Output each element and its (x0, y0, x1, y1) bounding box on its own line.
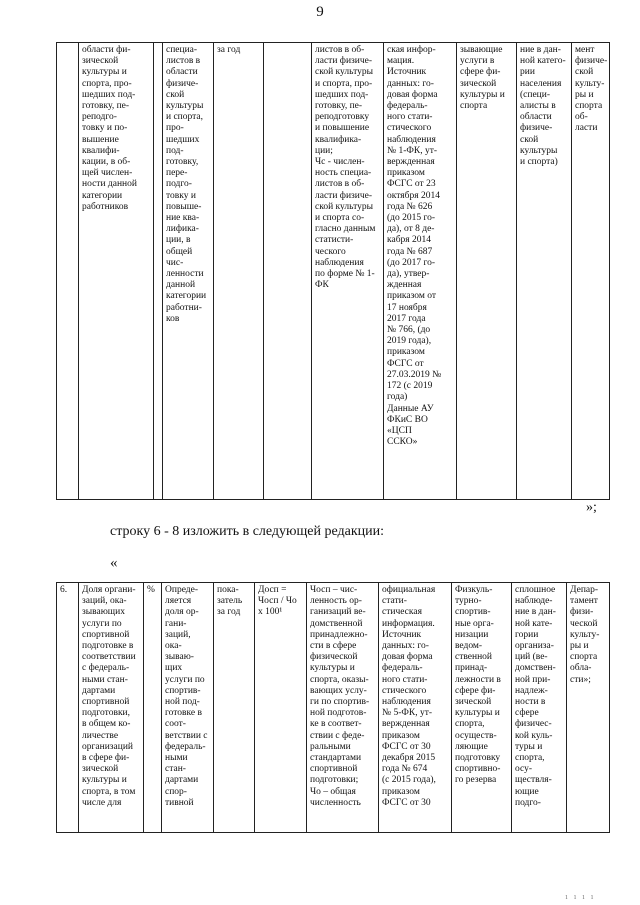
table-cell-formula (264, 43, 312, 500)
table-cell-responsible: мент физиче- ской культу- ры и спорта об- ласти (572, 43, 610, 500)
table-cell-coverage: сплошное наблюде- ние в дан- ной кате- гории организа- ций (ве- домствен- ной при- надлеж- ности в сфере физичес- кой куль- туры и спорта, осу- ществля- ющие подго- (512, 583, 567, 833)
amendment-instruction: строку 6 - 8 изложить в следующей редакции: (110, 524, 385, 539)
table-cell-number (57, 43, 79, 500)
indicator-table-continued (56, 42, 610, 500)
table-cell-definition: Опреде- ляется доля ор- гани- заций, ока- зываю- щих услуги по спортив- ной под- готовке в соот- ветствии с федераль- ными стан- дартами спор- тивной (162, 583, 214, 833)
table-cell-object: Физкуль- турно- спортив- ные орга- низации ведом- ственной принад- лежности в сфере фи- зической культуры и спорта, осуществ- ляющие подготовку спортивно- го резерва (452, 583, 512, 833)
page-number: 9 (316, 4, 324, 20)
indicator-table-new-row (56, 582, 610, 833)
table-cell-number: 6. (57, 583, 79, 833)
table-cell-unit: % (144, 583, 162, 833)
table-cell-unit (154, 43, 163, 500)
footer-mark: 1 1 1 1 (565, 895, 596, 901)
table-cell-formula: Досп = Чосп / Чо x 100¹ (255, 583, 307, 833)
table-cell-definition: специа- листов в области физиче- ской культуры и спорта, про- шедших под- готовку, пере- подго- товку и повыше- ние ква- лифика- ции, в общей чис- ленности данной категории работни- ков (163, 43, 214, 500)
table-row (57, 43, 610, 500)
table-cell-period: за год (214, 43, 264, 500)
table-cell-period: пока- затель за год (214, 583, 255, 833)
table-cell-variables: листов в об- ласти физиче- ской культуры и спорта, про- шедших под- готовку, пе- реподготовку и повышение квалифика- ции; Чс - числен- ность специа- листов в об- ласти физиче- ской культуры и спорта со- гласно данным статисти- ческого наблюдения по форме № 1- ФК (312, 43, 384, 500)
table-cell-coverage: ние в дан- ной катего- рии населения (специ- алисты в области физиче- ской культуры и спорта) (517, 43, 572, 500)
table-cell-variables: Чосп – чис- ленность ор- ганизаций ве- домственной принадлежно- сти в сфере физической культуры и спорта, оказы- вающих услу- ги по спортив- ной подготов- ке в соответ- ствии с феде- ральными стандартами спортивной подготовки; Чо – общая численность (307, 583, 379, 833)
table-cell-indicator-name: области фи- зической культуры и спорта, про- шедших под- готовку, пе- реподго- товку и по- вышение квалифи- кации, в об- щей числен- ности данной категории работников (79, 43, 154, 500)
table-row (57, 583, 610, 833)
closing-quote-mark: »; (586, 500, 597, 515)
table-cell-responsible: Депар- тамент физи- ческой культу- ры и спорта обла- сти»; (567, 583, 610, 833)
table-cell-source: ская инфор- мация. Источник данных: го- довая форма федераль- ного стати- стического наблюдения № 1-ФК, ут- вержденная приказом ФСГС от 23 октября 2014 года № 626 (до 2015 го- да), от 8 де- кабря 2014 года № 687 (до 2017 го- да), утвер- жденная приказом от 17 ноября 2017 года № 766, (до 2019 года), приказом ФСГС от 27.03.2019 № 172 (с 2019 года) Данные АУ ФКиС ВО «ЦСП ССКО» (384, 43, 457, 500)
opening-quote-mark: « (110, 555, 118, 571)
table-cell-source: официальная стати- стическая информация. Источник данных: го- довая форма федераль- ного стати- стического наблюдения № 5-ФК, ут- вержденная приказом ФСГС от 30 декабря 2015 года № 674 (с 2015 года), приказом ФСГС от 30 (379, 583, 452, 833)
table-cell-indicator-name: Доля органи- заций, ока- зывающих услуги по спортивной подготовке в соответствии с федераль- ными стан- дартами спортивной подготовки, в общем ко- личестве организаций в сфере фи- зической культуры и спорта, в том числе для (79, 583, 144, 833)
table-cell-object: зывающие услуги в сфере фи- зической культуры и спорта (457, 43, 517, 500)
